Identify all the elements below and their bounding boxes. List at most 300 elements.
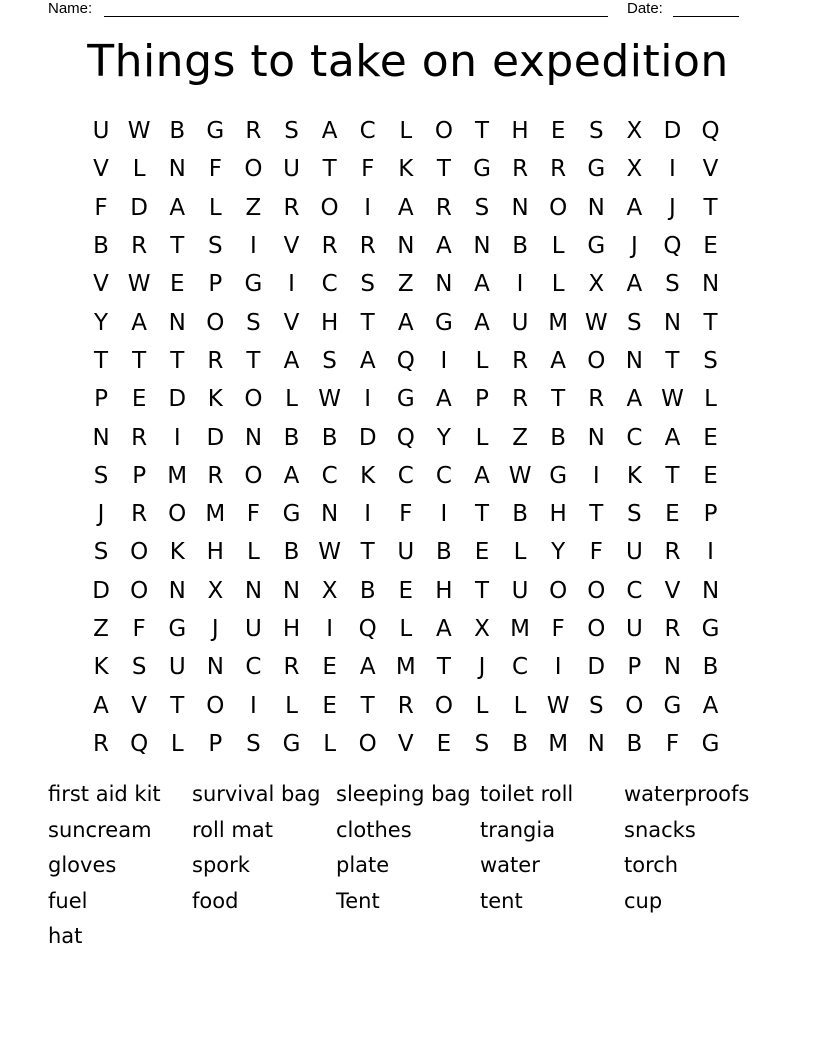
grid-letter: B — [93, 233, 109, 260]
grid-letter: S — [93, 539, 109, 566]
grid-letter: D — [663, 118, 682, 145]
grid-letter: D — [587, 654, 606, 681]
grid-letter: P — [627, 654, 642, 681]
grid-letter: N — [587, 730, 605, 757]
grid-letter: A — [397, 194, 414, 221]
grid-letter: N — [473, 233, 491, 260]
grid-letter: U — [397, 539, 415, 566]
grid-letter: O — [130, 577, 149, 604]
grid-letter: I — [288, 271, 295, 298]
grid-letter: M — [510, 616, 530, 642]
word-list-item: survival bag — [192, 782, 321, 806]
grid-letter: L — [551, 271, 565, 298]
grid-letter: M — [548, 309, 569, 336]
grid-letter: S — [627, 501, 642, 528]
grid-letter: R — [131, 501, 148, 528]
grid-letter: O — [206, 692, 225, 719]
grid-letter: C — [435, 462, 452, 489]
grid-letter: L — [208, 194, 222, 221]
word-list-item: cup — [624, 888, 663, 913]
grid-letter: T — [322, 156, 337, 183]
grid-letter: A — [359, 654, 376, 681]
grid-letter: S — [131, 654, 147, 681]
grid-letter: T — [474, 577, 490, 604]
grid-letter: T — [360, 309, 375, 336]
grid-letter: L — [475, 347, 489, 374]
grid-letter: T — [436, 156, 451, 183]
grid-letter: T — [665, 462, 680, 489]
grid-letter: P — [132, 462, 147, 489]
name-label: Name: — [48, 0, 93, 17]
grid-letter: F — [208, 156, 222, 183]
grid-letter: O — [244, 462, 263, 489]
grid-letter: S — [588, 118, 604, 145]
grid-letter: G — [282, 730, 301, 757]
grid-letter: E — [322, 692, 337, 719]
grid-letter: A — [169, 194, 186, 221]
grid-letter: T — [170, 347, 185, 374]
grid-letter: B — [169, 118, 186, 145]
grid-letter: F — [665, 730, 680, 757]
grid-letter: A — [474, 309, 490, 336]
grid-letter: G — [282, 501, 301, 528]
grid-letter: H — [549, 501, 567, 528]
grid-letter: I — [554, 654, 562, 681]
grid-letter: W — [546, 692, 570, 719]
grid-letter: O — [625, 692, 644, 719]
grid-letter: Q — [663, 233, 682, 260]
grid-letter: F — [589, 539, 603, 566]
grid-letter: P — [703, 501, 718, 528]
grid-letter: U — [245, 616, 262, 642]
grid-letter: B — [436, 539, 452, 566]
grid-letter: R — [512, 347, 529, 374]
grid-letter: T — [246, 347, 261, 374]
grid-letter: L — [285, 692, 298, 719]
grid-letter: J — [669, 194, 676, 221]
grid-letter: T — [703, 309, 718, 336]
grid-letter: O — [434, 118, 453, 145]
grid-letter: I — [440, 501, 448, 528]
word-list-item: Tent — [336, 888, 380, 913]
grid-letter: N — [511, 194, 529, 221]
grid-letter: N — [435, 271, 453, 298]
grid-letter: K — [207, 386, 223, 413]
grid-letter: A — [397, 309, 414, 336]
grid-letter: N — [587, 424, 605, 451]
grid-letter: U — [168, 654, 186, 681]
grid-letter: M — [205, 501, 226, 528]
grid-letter: N — [663, 309, 682, 336]
grid-letter: B — [550, 424, 567, 451]
grid-letter: R — [435, 194, 452, 221]
grid-letter: T — [132, 347, 147, 374]
grid-letter: R — [588, 386, 605, 413]
grid-letter: H — [511, 118, 529, 145]
grid-letter: Q — [130, 730, 149, 757]
grid-letter: K — [626, 462, 642, 489]
grid-letter: V — [93, 271, 109, 298]
grid-letter: T — [589, 501, 604, 528]
grid-letter: W — [508, 462, 532, 489]
grid-letter: S — [360, 271, 375, 298]
grid-letter: X — [474, 616, 490, 642]
grid-letter: T — [170, 692, 185, 719]
grid-letter: W — [127, 118, 151, 145]
grid-letter: G — [244, 271, 263, 298]
grid-letter: L — [399, 616, 413, 642]
grid-letter: I — [440, 347, 448, 374]
grid-letter: G — [549, 462, 568, 489]
word-list-item: toilet roll — [480, 782, 574, 806]
grid-letter: A — [93, 692, 109, 719]
grid-letter: K — [360, 462, 376, 489]
grid-letter: N — [206, 654, 224, 681]
grid-letter: M — [167, 462, 188, 489]
grid-letter: R — [131, 424, 148, 451]
grid-letter: L — [513, 539, 527, 566]
grid-letter: A — [474, 271, 490, 298]
grid-letter: P — [475, 386, 489, 413]
grid-letter: E — [436, 730, 452, 757]
grid-letter: G — [701, 730, 720, 757]
grid-letter: S — [246, 730, 261, 757]
grid-letter: Q — [701, 118, 720, 145]
grid-letter: Y — [436, 424, 451, 451]
grid-letter: T — [474, 118, 490, 145]
grid-letter: Z — [397, 271, 414, 298]
grid-letter: G — [206, 118, 225, 145]
grid-letter: B — [512, 233, 528, 260]
grid-letter: R — [283, 194, 300, 221]
grid-letter: O — [549, 577, 568, 604]
grid-letter: F — [132, 616, 146, 642]
grid-letter: M — [395, 654, 416, 681]
grid-letter: U — [92, 118, 110, 145]
word-list-item: sleeping bag — [336, 782, 471, 806]
grid-letter: G — [434, 309, 453, 336]
grid-letter: A — [131, 309, 147, 336]
grid-letter: E — [322, 654, 337, 681]
grid-letter: R — [283, 654, 300, 681]
grid-letter: A — [436, 616, 452, 642]
grid-letter: N — [168, 577, 186, 604]
grid-letter: O — [244, 156, 263, 183]
grid-letter: E — [550, 118, 566, 145]
worksheet-header — [0, 0, 816, 20]
grid-letter: A — [702, 692, 719, 719]
grid-letter: N — [244, 424, 263, 451]
grid-letter: Z — [93, 616, 109, 642]
word-list-item: waterproofs — [624, 782, 750, 806]
grid-letter: G — [587, 156, 606, 183]
grid-letter: Q — [396, 347, 415, 374]
word-list-item: torch — [624, 853, 679, 878]
word-list-item: snacks — [624, 817, 696, 842]
grid-letter: N — [282, 577, 301, 604]
grid-letter: D — [358, 424, 377, 451]
grid-letter: O — [587, 616, 606, 642]
grid-letter: T — [94, 347, 109, 374]
grid-letter: Z — [245, 194, 262, 221]
grid-letter: R — [207, 347, 224, 374]
grid-letter: E — [665, 501, 680, 528]
grid-letter: R — [245, 118, 262, 145]
word-list-item: trangia — [480, 817, 556, 842]
date-label: Date: — [627, 0, 663, 17]
grid-letter: L — [247, 539, 260, 566]
grid-letter: R — [664, 616, 681, 642]
grid-letter: S — [208, 233, 223, 260]
grid-letter: N — [625, 347, 643, 374]
grid-letter: W — [661, 386, 684, 413]
grid-letter: C — [626, 577, 643, 604]
grid-letter: G — [473, 156, 491, 183]
grid-letter: E — [169, 271, 185, 298]
grid-letter: V — [702, 156, 719, 183]
grid-letter: G — [587, 233, 606, 260]
grid-letter: A — [283, 347, 300, 374]
grid-letter: N — [663, 654, 682, 681]
grid-letter: U — [511, 577, 529, 604]
grid-letter: V — [93, 156, 109, 183]
grid-letter: U — [625, 616, 643, 642]
grid-letter: C — [626, 424, 643, 451]
grid-letter: A — [626, 386, 643, 413]
grid-letter: W — [318, 386, 341, 413]
grid-letter: T — [551, 386, 566, 413]
grid-letter: X — [626, 156, 643, 183]
grid-letter: I — [250, 692, 257, 719]
grid-letter: U — [283, 156, 300, 183]
grid-letter: B — [283, 424, 300, 451]
letter-grid — [82, 112, 730, 763]
grid-letter: A — [436, 386, 452, 413]
grid-letter: E — [398, 577, 414, 604]
grid-letter: S — [246, 309, 261, 336]
grid-letter: X — [626, 118, 643, 145]
grid-letter: M — [548, 730, 569, 757]
grid-letter: R — [664, 539, 681, 566]
grid-letter: I — [326, 616, 333, 642]
grid-letter: A — [626, 194, 643, 221]
word-list-item: fuel — [48, 888, 88, 913]
grid-letter: Y — [94, 309, 109, 336]
grid-letter: R — [550, 156, 567, 183]
grid-letter: V — [397, 730, 414, 757]
grid-letter: B — [359, 577, 376, 604]
grid-letter: A — [283, 462, 300, 489]
grid-letter: T — [360, 692, 375, 719]
grid-letter: F — [94, 194, 108, 221]
grid-letter: C — [321, 271, 338, 298]
grid-letter: X — [207, 577, 224, 604]
grid-letter: N — [587, 194, 605, 221]
grid-letter: N — [168, 309, 186, 336]
grid-letter: L — [513, 692, 527, 719]
word-list-item: gloves — [48, 853, 117, 878]
grid-letter: L — [475, 692, 489, 719]
grid-letter: B — [702, 654, 719, 681]
word-list-item: spork — [192, 853, 250, 878]
grid-letter: R — [397, 692, 414, 719]
word-list-item: hat — [48, 924, 83, 949]
grid-letter: U — [511, 309, 529, 336]
grid-letter: T — [436, 654, 451, 681]
name-blank-line — [104, 0, 608, 17]
grid-letter: Q — [358, 616, 377, 642]
grid-letter: E — [474, 539, 490, 566]
grid-letter: S — [322, 347, 337, 374]
grid-letter: A — [359, 347, 376, 374]
grid-letter: T — [665, 347, 680, 374]
grid-letter: P — [208, 730, 223, 757]
grid-letter: V — [283, 233, 300, 260]
grid-letter: R — [512, 156, 529, 183]
grid-letter: I — [592, 462, 600, 489]
grid-letter: F — [361, 156, 375, 183]
grid-letter: K — [169, 539, 185, 566]
grid-letter: I — [173, 424, 181, 451]
grid-letter: S — [703, 347, 718, 374]
grid-letter: N — [397, 233, 415, 260]
grid-letter: A — [474, 462, 490, 489]
grid-letter: R — [512, 386, 529, 413]
date-blank-line — [673, 0, 739, 17]
grid-letter: W — [584, 309, 608, 336]
word-list-item: roll mat — [192, 817, 273, 842]
grid-letter: N — [321, 501, 339, 528]
grid-letter: S — [93, 462, 109, 489]
grid-letter: T — [474, 501, 490, 528]
grid-letter: C — [321, 462, 338, 489]
grid-letter: S — [284, 118, 299, 145]
grid-letter: D — [92, 577, 110, 604]
grid-letter: N — [701, 577, 720, 604]
grid-letter: O — [587, 347, 606, 374]
grid-letter: G — [168, 616, 187, 642]
grid-letter: L — [285, 386, 298, 413]
grid-letter: O — [434, 692, 453, 719]
grid-letter: R — [359, 233, 376, 260]
grid-letter: I — [364, 386, 372, 413]
grid-letter: V — [664, 577, 681, 604]
grid-letter: G — [663, 692, 682, 719]
grid-letter: T — [170, 233, 185, 260]
grid-letter: J — [630, 233, 638, 260]
grid-letter: L — [551, 233, 565, 260]
grid-letter: I — [516, 271, 524, 298]
grid-letter: E — [703, 462, 718, 489]
grid-letter: S — [474, 730, 490, 757]
grid-letter: F — [551, 616, 565, 642]
word-list-item: food — [192, 888, 239, 913]
grid-letter: S — [588, 692, 604, 719]
grid-letter: L — [475, 424, 489, 451]
grid-letter: E — [703, 424, 718, 451]
grid-letter: N — [92, 424, 110, 451]
grid-letter: S — [665, 271, 680, 298]
word-list-item: water — [480, 853, 540, 878]
grid-letter: H — [320, 309, 339, 336]
grid-letter: X — [588, 271, 605, 298]
grid-letter: N — [701, 271, 720, 298]
grid-letter: W — [127, 271, 151, 298]
grid-letter: I — [250, 233, 257, 260]
grid-letter: I — [364, 501, 372, 528]
grid-letter: P — [208, 271, 223, 298]
word-list-item: plate — [336, 853, 390, 878]
grid-letter: L — [399, 118, 413, 145]
grid-letter: O — [320, 194, 339, 221]
grid-letter: A — [664, 424, 681, 451]
grid-letter: B — [321, 424, 338, 451]
grid-letter: O — [549, 194, 568, 221]
word-list-item: tent — [480, 888, 523, 913]
grid-letter: N — [244, 577, 263, 604]
grid-letter: C — [245, 654, 262, 681]
grid-letter: H — [435, 577, 453, 604]
grid-letter: O — [358, 730, 377, 757]
grid-letter: I — [364, 194, 372, 221]
grid-letter: A — [321, 118, 338, 145]
grid-letter: O — [587, 577, 606, 604]
grid-letter: C — [359, 118, 376, 145]
grid-letter: K — [93, 654, 109, 681]
grid-letter: D — [206, 424, 225, 451]
grid-letter: L — [323, 730, 337, 757]
grid-letter: A — [436, 233, 452, 260]
grid-letter: O — [206, 309, 225, 336]
grid-letter: G — [396, 386, 415, 413]
grid-letter: T — [360, 539, 375, 566]
grid-letter: H — [206, 539, 224, 566]
grid-letter: R — [207, 462, 224, 489]
grid-letter: T — [703, 194, 718, 221]
grid-letter: O — [130, 539, 149, 566]
grid-letter: O — [168, 501, 187, 528]
grid-letter: D — [130, 194, 148, 221]
grid-letter: J — [211, 616, 219, 642]
grid-letter: L — [170, 730, 184, 757]
grid-letter: E — [131, 386, 147, 413]
grid-letter: N — [168, 156, 186, 183]
grid-letter: O — [244, 386, 263, 413]
grid-letter: F — [399, 501, 413, 528]
word-list-item: clothes — [336, 817, 412, 842]
grid-letter: W — [318, 539, 341, 566]
grid-letter: G — [701, 616, 720, 642]
grid-letter: R — [131, 233, 148, 260]
grid-letter: L — [132, 156, 146, 183]
grid-letter: I — [707, 539, 714, 566]
grid-letter: V — [131, 692, 147, 719]
grid-letter: D — [168, 386, 187, 413]
grid-letter: Q — [396, 424, 415, 451]
grid-letter: S — [474, 194, 490, 221]
grid-letter: R — [93, 730, 110, 757]
grid-letter: B — [283, 539, 300, 566]
grid-letter: L — [704, 386, 717, 413]
grid-letter: B — [512, 501, 528, 528]
grid-letter: U — [625, 539, 643, 566]
grid-letter: Z — [512, 424, 528, 451]
grid-letter: F — [246, 501, 261, 528]
grid-letter: A — [550, 347, 567, 374]
page-title: Things to take on expedition — [87, 36, 729, 87]
grid-letter: E — [703, 233, 718, 260]
word-list-item: suncream — [48, 817, 152, 842]
